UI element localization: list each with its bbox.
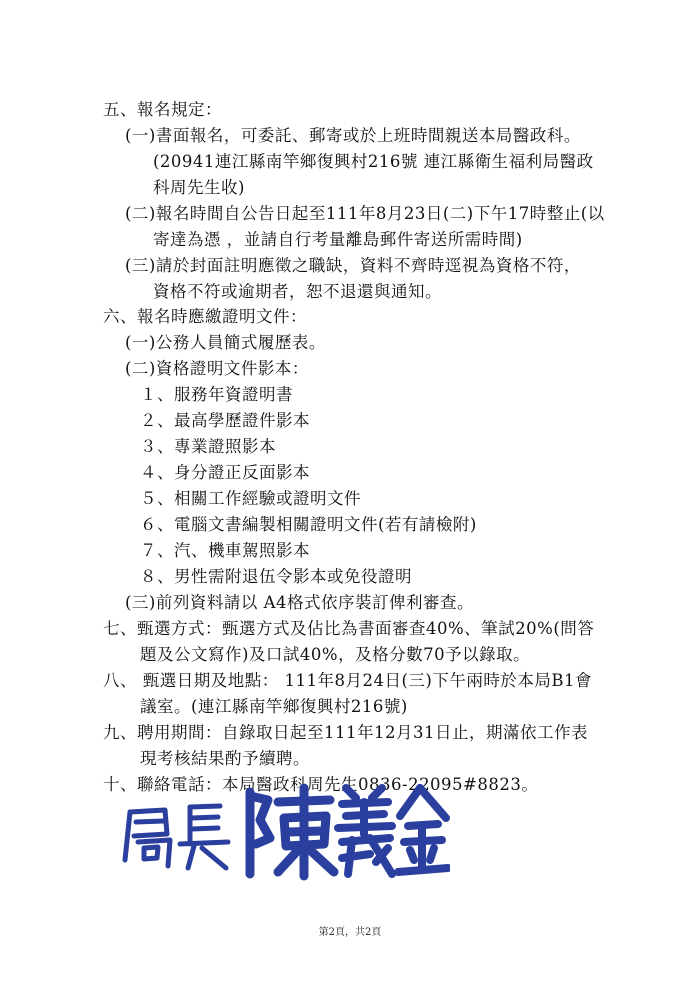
section-6-item-2: (二)資格證明文件影本： [125,359,309,378]
section-5-title: 五、報名規定： [103,100,222,119]
section-5-item-2: (二)報名時間自公告日起至111年8月23日(二)下午17時整止(以 [125,204,605,223]
page-number: 第2頁，共2頁 [318,927,382,938]
section-8: 八、 甄選日期及地點： 111年8月24日(三)下午兩時於本局B1會 [103,671,592,690]
section-5-item-3: (三)請於封面註明應徵之職缺，資料不齊時逕視為資格不符， [125,256,581,275]
section-5-item-1-cont2: 科周先生收) [153,178,245,197]
section-10: 十、聯絡電話：本局醫政科周先生0836-22095#8823。 [103,775,539,794]
signature-seal-icon [120,782,450,882]
section-6-item-1: (一)公務人員簡式履歷表。 [125,333,326,352]
document-list-item: ７、汽、機車駕照影本 [140,541,310,560]
section-8-cont: 議室。(連江縣南竿鄉復興村216號) [140,697,408,716]
section-6-title: 六、報名時應繳證明文件： [103,307,307,326]
section-7-cont: 題及公文寫作)及口試40%，及格分數70予以錄取。 [140,645,531,664]
document-list-item: ３、專業證照影本 [140,437,276,456]
document-list-item: ６、電腦文書編製相關證明文件(若有請檢附) [140,515,477,534]
document-list-item: ５、相關工作經驗或證明文件 [140,489,361,508]
section-5-item-2-cont: 寄達為憑 ，並請自行考量離島郵件寄送所需時間) [153,230,523,249]
section-9-cont: 現考核結果酌予續聘。 [140,749,310,768]
section-5-item-3-cont: 資格不符或逾期者，恕不退還與通知。 [153,282,442,301]
document-list-item: ８、男性需附退伍令影本或免役證明 [140,567,412,586]
section-5-item-1-cont: (20941連江縣南竿鄉復興村216號 連江縣衛生福利局醫政 [153,152,594,171]
section-7: 七、甄選方式：甄選方式及佔比為書面審查40%、筆試20%(問答 [103,619,595,638]
section-9: 九、聘用期間：自錄取日起至111年12月31日止，期滿依工作表 [103,723,588,742]
section-6-item-3: (三)前列資料請以 A4格式依序裝訂俾利審查。 [125,593,475,612]
document-list-item: ４、身分證正反面影本 [140,463,310,482]
document-list-item: １、服務年資證明書 [140,385,293,404]
section-5-item-1: (一)書面報名，可委託、郵寄或於上班時間親送本局醫政科。 [125,126,581,145]
document-list-item: ２、最高學歷證件影本 [140,411,310,430]
